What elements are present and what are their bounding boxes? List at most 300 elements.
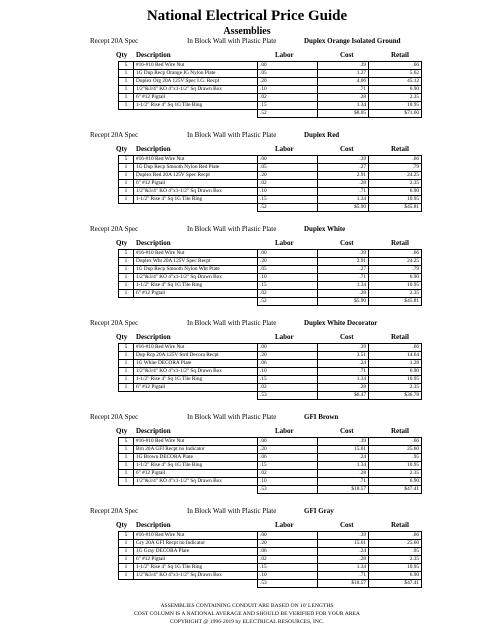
cell-cost: .24: [318, 360, 369, 368]
section-mount: In Block Wall with Plastic Plate: [187, 131, 277, 139]
total-spacer: [119, 298, 258, 306]
cell-description: #16-#10 Red Wire Nut: [134, 156, 258, 164]
col-description: Description: [136, 333, 171, 341]
section-spec: Recept 20A Spec: [90, 131, 139, 139]
column-headers: [0, 332, 494, 342]
table-row: [119, 70, 422, 78]
col-labor: Labor: [275, 145, 294, 153]
footer-note-cost: COST COLUMN IS A NATIONAL AVERAGE AND SHOULD BE VERIFIED FOR YOUR AREA: [134, 611, 360, 617]
cell-qty: 1: [119, 196, 134, 204]
total-labor: .52: [258, 298, 318, 306]
cell-retail: 25.60: [369, 446, 422, 454]
cell-description: 1-1/2" Rise 4" Sq 1G Tile Ring: [134, 376, 258, 384]
table-row: [119, 564, 422, 572]
cell-qty: 1: [119, 540, 134, 548]
cell-cost: .39: [318, 250, 369, 258]
table-row: [119, 164, 422, 172]
table-row: [119, 86, 422, 94]
cell-labor: .20: [258, 172, 318, 180]
cell-cost: .71: [318, 478, 369, 486]
cell-labor: .20: [258, 540, 318, 548]
table-row: [119, 360, 422, 368]
total-cost: $5.90: [318, 298, 369, 306]
total-row: [119, 204, 422, 212]
cell-cost: .39: [318, 156, 369, 164]
cell-retail: 6.90: [369, 188, 422, 196]
column-headers: [0, 520, 494, 530]
cell-description: 1-1/2" Rise 4" Sq 1G Tile Ring: [134, 102, 258, 110]
cell-labor: .10: [258, 86, 318, 94]
cell-cost: .71: [318, 86, 369, 94]
cell-labor: .06: [258, 454, 318, 462]
cell-labor: .15: [258, 282, 318, 290]
cell-qty: 1: [119, 376, 134, 384]
total-cost: $18.57: [318, 486, 369, 494]
cell-labor: .02: [258, 470, 318, 478]
cell-retail: 2.35: [369, 290, 422, 298]
col-description: Description: [136, 521, 171, 529]
cell-labor: .02: [258, 290, 318, 298]
cell-retail: 2.35: [369, 556, 422, 564]
cell-retail: .66: [369, 532, 422, 540]
cell-cost: .39: [318, 438, 369, 446]
cell-cost: .28: [318, 556, 369, 564]
cell-description: 6" #12 Pigtail: [134, 470, 258, 478]
cell-cost: 1.34: [318, 102, 369, 110]
cell-cost: .24: [318, 454, 369, 462]
cell-retail: 1.28: [369, 360, 422, 368]
cell-retail: 10.95: [369, 564, 422, 572]
cell-labor: .10: [258, 478, 318, 486]
cell-qty: 1: [119, 172, 134, 180]
cell-labor: .06: [258, 548, 318, 556]
cell-retail: 6.90: [369, 572, 422, 580]
cell-retail: 14.64: [369, 352, 422, 360]
items-table: [118, 61, 422, 118]
cell-retail: .79: [369, 266, 422, 274]
table-row: [119, 556, 422, 564]
cell-cost: 1.34: [318, 282, 369, 290]
cell-labor: .00: [258, 250, 318, 258]
table-row: [119, 266, 422, 274]
items-table: [118, 155, 422, 212]
cell-qty: 5: [119, 344, 134, 352]
section-name: Duplex Red: [304, 131, 340, 139]
cell-retail: 45.12: [369, 78, 422, 86]
cell-qty: 1: [119, 462, 134, 470]
col-description: Description: [136, 145, 171, 153]
items-table: [118, 343, 422, 400]
cell-qty: 1: [119, 470, 134, 478]
cell-description: 6" #12 Pigtail: [134, 180, 258, 188]
cell-description: 1/2"&3/4" KO 4"x1-1/2" Sq Drawn Box: [134, 572, 258, 580]
table-row: [119, 78, 422, 86]
cell-retail: .66: [369, 344, 422, 352]
cell-description: Dup Rcp 20A 125V Strd Decora Recpt: [134, 352, 258, 360]
cell-description: 1/2"&3/4" KO 4"x1-1/2" Sq Drawn Box: [134, 368, 258, 376]
table-row: [119, 454, 422, 462]
section-mount: In Block Wall with Plastic Plate: [187, 413, 277, 421]
col-cost: Cost: [340, 51, 354, 59]
cell-labor: .10: [258, 274, 318, 282]
cell-labor: .00: [258, 532, 318, 540]
cell-description: 1G Gray DECORA Plate: [134, 548, 258, 556]
cell-cost: 1.34: [318, 196, 369, 204]
items-table: [118, 531, 422, 588]
cell-qty: 1: [119, 164, 134, 172]
table-row: [119, 548, 422, 556]
cell-labor: .00: [258, 156, 318, 164]
section-mount: In Block Wall with Plastic Plate: [187, 37, 277, 45]
cell-retail: 24.25: [369, 172, 422, 180]
table-row: [119, 102, 422, 110]
cell-description: #16-#10 Red Wire Nut: [134, 250, 258, 258]
total-retail: $45.81: [369, 204, 422, 212]
table-row: [119, 470, 422, 478]
cell-qty: 1: [119, 384, 134, 392]
col-description: Description: [136, 239, 171, 247]
cell-qty: 1: [119, 86, 134, 94]
cell-description: 1G Dup Recp Orange IG Nylon Plate: [134, 70, 258, 78]
col-description: Description: [136, 427, 171, 435]
cell-description: 1/2"&3/4" KO 4"x1-1/2" Sq Drawn Box: [134, 86, 258, 94]
cell-qty: 1: [119, 282, 134, 290]
cell-qty: 5: [119, 438, 134, 446]
table-row: [119, 188, 422, 196]
cell-qty: 1: [119, 94, 134, 102]
cell-description: #16-#10 Red Wire Nut: [134, 532, 258, 540]
cell-qty: 1: [119, 258, 134, 266]
cell-qty: 1: [119, 548, 134, 556]
items-table: [118, 249, 422, 306]
section-name: Duplex White Decorator: [304, 319, 378, 327]
total-spacer: [119, 392, 258, 400]
section-header: [0, 36, 494, 47]
section-spec: Recept 20A Spec: [90, 319, 139, 327]
total-labor: .53: [258, 486, 318, 494]
cell-retail: .66: [369, 62, 422, 70]
col-qty: Qty: [116, 521, 128, 529]
cell-description: 1-1/2" Rise 4" Sq 1G Tile Ring: [134, 462, 258, 470]
footer-copyright: COPYRIGHT @ 1996-2019 by ELECTRICAL RESOURCES, INC.: [169, 619, 324, 625]
cell-labor: .10: [258, 572, 318, 580]
cell-qty: 1: [119, 454, 134, 462]
footer-note-conduit: ASSEMBLIES CONTAINING CONDUIT ARE BASED ON 10' LENGTHS: [160, 603, 334, 609]
col-cost: Cost: [340, 145, 354, 153]
cell-labor: .02: [258, 94, 318, 102]
col-qty: Qty: [116, 51, 128, 59]
cell-qty: 1: [119, 352, 134, 360]
cell-qty: 5: [119, 532, 134, 540]
cell-retail: .95: [369, 454, 422, 462]
cell-retail: 5.62: [369, 70, 422, 78]
cell-qty: 1: [119, 446, 134, 454]
section-header: [0, 318, 494, 329]
cell-description: 1G Dup Recp Smooth Nylon Wht Plate: [134, 266, 258, 274]
cell-description: #16-#10 Red Wire Nut: [134, 438, 258, 446]
section-header: [0, 224, 494, 235]
cell-description: 6" #12 Pigtail: [134, 384, 258, 392]
cell-cost: .71: [318, 188, 369, 196]
cell-labor: .05: [258, 70, 318, 78]
cell-description: 6" #12 Pigtail: [134, 290, 258, 298]
items-table: [118, 437, 422, 494]
table-row: [119, 258, 422, 266]
cell-retail: 10.95: [369, 462, 422, 470]
section-name: GFI Gray: [304, 507, 334, 515]
total-row: [119, 298, 422, 306]
cell-description: 1G Dup Recp Smooth Nylon Red Plate: [134, 164, 258, 172]
cell-description: Brn 20A GFI Recpt no Indicator: [134, 446, 258, 454]
total-row: [119, 110, 422, 118]
section-name: Duplex Orange Isolated Ground: [304, 37, 401, 45]
total-spacer: [119, 486, 258, 494]
col-qty: Qty: [116, 239, 128, 247]
table-row: [119, 352, 422, 360]
cell-qty: 1: [119, 360, 134, 368]
section-mount: In Block Wall with Plastic Plate: [187, 225, 277, 233]
total-cost: $6.47: [318, 392, 369, 400]
cell-description: #16-#10 Red Wire Nut: [134, 62, 258, 70]
cell-labor: .15: [258, 376, 318, 384]
cell-cost: .39: [318, 344, 369, 352]
cell-description: 1-1/2" Rise 4" Sq 1G Tile Ring: [134, 564, 258, 572]
col-retail: Retail: [391, 145, 409, 153]
page-subtitle: Assemblies: [223, 26, 271, 37]
total-retail: $36.78: [369, 392, 422, 400]
cell-description: #16-#10 Red Wire Nut: [134, 344, 258, 352]
cell-labor: .20: [258, 446, 318, 454]
cell-labor: .20: [258, 258, 318, 266]
total-labor: .53: [258, 580, 318, 588]
cell-cost: .71: [318, 274, 369, 282]
cell-cost: .71: [318, 368, 369, 376]
total-spacer: [119, 580, 258, 588]
cell-cost: .39: [318, 532, 369, 540]
table-row: [119, 462, 422, 470]
col-labor: Labor: [275, 521, 294, 529]
cell-cost: 2.91: [318, 172, 369, 180]
table-row: [119, 156, 422, 164]
table-row: [119, 282, 422, 290]
cell-description: Gry 20A GFI Recpt no Indicator: [134, 540, 258, 548]
total-spacer: [119, 110, 258, 118]
table-row: [119, 344, 422, 352]
cell-qty: 1: [119, 564, 134, 572]
cell-labor: .00: [258, 438, 318, 446]
cell-labor: .10: [258, 368, 318, 376]
cell-labor: .02: [258, 556, 318, 564]
table-row: [119, 250, 422, 258]
section-header: [0, 506, 494, 517]
table-row: [119, 368, 422, 376]
cell-retail: 6.90: [369, 368, 422, 376]
cell-labor: .15: [258, 102, 318, 110]
cell-cost: .28: [318, 384, 369, 392]
cell-labor: .02: [258, 384, 318, 392]
cell-description: 1G White DECORA Plate: [134, 360, 258, 368]
section-name: GFI Brown: [304, 413, 339, 421]
table-row: [119, 376, 422, 384]
cell-labor: .02: [258, 180, 318, 188]
cell-qty: 5: [119, 156, 134, 164]
cell-cost: .24: [318, 548, 369, 556]
col-cost: Cost: [340, 427, 354, 435]
cell-cost: 1.34: [318, 376, 369, 384]
cell-qty: 1: [119, 188, 134, 196]
table-row: [119, 478, 422, 486]
col-retail: Retail: [391, 521, 409, 529]
cell-labor: .10: [258, 188, 318, 196]
cell-retail: 2.35: [369, 470, 422, 478]
col-cost: Cost: [340, 521, 354, 529]
cell-qty: 1: [119, 368, 134, 376]
cell-cost: 15.61: [318, 446, 369, 454]
cell-description: 1/2"&3/4" KO 4"x1-1/2" Sq Drawn Box: [134, 274, 258, 282]
cell-labor: .15: [258, 564, 318, 572]
cell-cost: .28: [318, 180, 369, 188]
section-header: [0, 130, 494, 141]
col-labor: Labor: [275, 239, 294, 247]
cell-cost: .39: [318, 62, 369, 70]
total-row: [119, 580, 422, 588]
cell-description: Duplex Red 20A 125V Spec Recpt: [134, 172, 258, 180]
col-description: Description: [136, 51, 171, 59]
cell-retail: .66: [369, 438, 422, 446]
section-mount: In Block Wall with Plastic Plate: [187, 319, 277, 327]
total-labor: .53: [258, 392, 318, 400]
column-headers: [0, 144, 494, 154]
cell-description: 1-1/2" Rise 4" Sq 1G Tile Ring: [134, 282, 258, 290]
cell-qty: 1: [119, 266, 134, 274]
total-retail: $47.41: [369, 580, 422, 588]
cell-qty: 1: [119, 102, 134, 110]
table-row: [119, 274, 422, 282]
cell-cost: 2.91: [318, 258, 369, 266]
cell-cost: 1.34: [318, 564, 369, 572]
col-retail: Retail: [391, 427, 409, 435]
cell-retail: 2.35: [369, 384, 422, 392]
cell-labor: .06: [258, 360, 318, 368]
section-spec: Recept 20A Spec: [90, 507, 139, 515]
cell-qty: 5: [119, 250, 134, 258]
table-row: [119, 540, 422, 548]
cell-labor: .00: [258, 62, 318, 70]
cell-description: 1G Brown DECORA Plate: [134, 454, 258, 462]
table-row: [119, 572, 422, 580]
cell-labor: .15: [258, 196, 318, 204]
cell-retail: 10.95: [369, 376, 422, 384]
table-row: [119, 384, 422, 392]
col-labor: Labor: [275, 51, 294, 59]
table-row: [119, 180, 422, 188]
column-headers: [0, 238, 494, 248]
col-qty: Qty: [116, 145, 128, 153]
col-retail: Retail: [391, 51, 409, 59]
cell-retail: .66: [369, 156, 422, 164]
cell-qty: 1: [119, 78, 134, 86]
cell-cost: .28: [318, 470, 369, 478]
cell-qty: 5: [119, 62, 134, 70]
table-row: [119, 290, 422, 298]
total-retail: $45.81: [369, 298, 422, 306]
cell-retail: 10.95: [369, 102, 422, 110]
cell-description: Duplex Org 20A 125V Spec I.G. Recpt: [134, 78, 258, 86]
section-spec: Recept 20A Spec: [90, 413, 139, 421]
cell-qty: 1: [119, 478, 134, 486]
cell-qty: 1: [119, 180, 134, 188]
column-headers: [0, 50, 494, 60]
table-row: [119, 532, 422, 540]
section-spec: Recept 20A Spec: [90, 225, 139, 233]
cell-labor: .20: [258, 352, 318, 360]
cell-qty: 1: [119, 572, 134, 580]
total-cost: $5.90: [318, 204, 369, 212]
cell-cost: .28: [318, 94, 369, 102]
table-row: [119, 62, 422, 70]
total-cost: $8.05: [318, 110, 369, 118]
col-cost: Cost: [340, 333, 354, 341]
cell-cost: .27: [318, 266, 369, 274]
cell-qty: 1: [119, 274, 134, 282]
cell-description: 1/2"&3/4" KO 4"x1-1/2" Sq Drawn Box: [134, 478, 258, 486]
total-labor: .52: [258, 110, 318, 118]
table-row: [119, 438, 422, 446]
col-cost: Cost: [340, 239, 354, 247]
cell-labor: .05: [258, 164, 318, 172]
section-name: Duplex White: [304, 225, 346, 233]
cell-retail: 10.95: [369, 196, 422, 204]
cell-retail: 6.90: [369, 86, 422, 94]
cell-cost: 1.27: [318, 70, 369, 78]
cell-qty: 1: [119, 290, 134, 298]
cell-description: 6" #12 Pigtail: [134, 556, 258, 564]
col-retail: Retail: [391, 239, 409, 247]
total-row: [119, 392, 422, 400]
total-labor: .52: [258, 204, 318, 212]
cell-labor: .20: [258, 78, 318, 86]
section-mount: In Block Wall with Plastic Plate: [187, 507, 277, 515]
cell-retail: 6.90: [369, 478, 422, 486]
total-row: [119, 486, 422, 494]
col-labor: Labor: [275, 427, 294, 435]
cell-cost: 1.34: [318, 462, 369, 470]
cell-retail: 10.95: [369, 282, 422, 290]
cell-description: 1-1/2" Rise 4" Sq 1G Tile Ring: [134, 196, 258, 204]
table-row: [119, 94, 422, 102]
total-retail: $71.60: [369, 110, 422, 118]
table-row: [119, 172, 422, 180]
cell-description: 6" #12 Pigtail: [134, 94, 258, 102]
col-retail: Retail: [391, 333, 409, 341]
cell-retail: 6.90: [369, 274, 422, 282]
cell-retail: 2.35: [369, 94, 422, 102]
cell-labor: .00: [258, 344, 318, 352]
table-row: [119, 196, 422, 204]
total-retail: $47.41: [369, 486, 422, 494]
cell-description: 1/2"&3/4" KO 4"x1-1/2" Sq Drawn Box: [134, 188, 258, 196]
cell-cost: .71: [318, 572, 369, 580]
cell-retail: 25.60: [369, 540, 422, 548]
column-headers: [0, 426, 494, 436]
cell-retail: 2.35: [369, 180, 422, 188]
cell-retail: .66: [369, 250, 422, 258]
section-header: [0, 412, 494, 423]
cell-cost: .27: [318, 164, 369, 172]
cell-retail: 24.25: [369, 258, 422, 266]
cell-qty: 1: [119, 70, 134, 78]
col-labor: Labor: [275, 333, 294, 341]
